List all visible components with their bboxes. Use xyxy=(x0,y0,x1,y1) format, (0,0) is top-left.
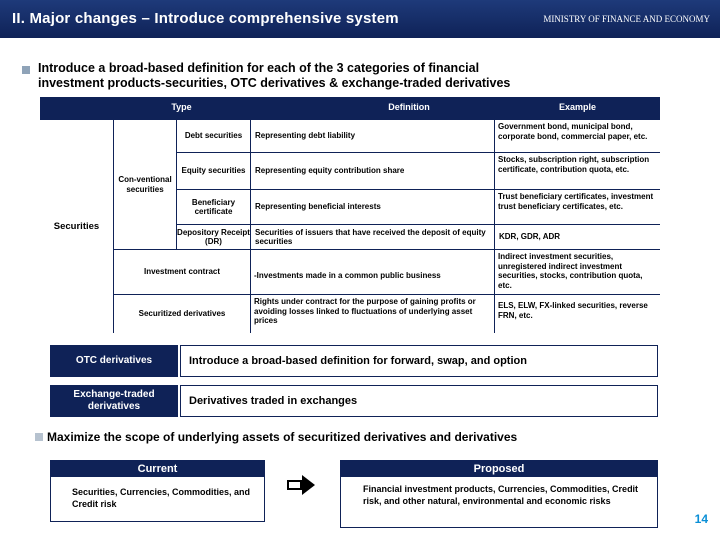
example-beneficiary: Trust beneficiary certificates, investment trust beneficiary certificates, etc. xyxy=(495,190,660,224)
definition-line: -Investments made in a common public business xyxy=(254,271,441,280)
type-depository-receipt: Depository Receipt (DR) xyxy=(177,225,250,249)
example-securitized: ELS, ELW, FX-linked securities, reverse FRN, etc. xyxy=(495,295,660,333)
securities-table xyxy=(40,97,660,333)
example-equity: Stocks, subscription right, subscription certificate, contribution quota, etc. xyxy=(495,153,660,189)
ministry-label: MINISTRY OF FINANCE AND ECONOMY xyxy=(543,14,710,24)
definition-beneficiary: Representing beneficial interests xyxy=(251,190,494,224)
example-depository: KDR, GDR, ADR xyxy=(495,225,660,249)
otc-derivatives-label: OTC derivatives xyxy=(50,345,178,377)
definition-securitized: Rights under contract for the purpose of gaining profits or avoiding losses linked to fluctuations of underlying asset prices xyxy=(251,295,494,333)
exchange-traded-text: Derivatives traded in exchanges xyxy=(180,385,658,417)
example-investment-contract: Indirect investment securities, unregistered indirect investment securities, stocks, contribution quota, etc. xyxy=(495,250,660,294)
current-text: Securities, Currencies, Commodities, and Credit risk xyxy=(72,487,251,509)
col-header-type: Type xyxy=(40,97,323,119)
col-header-example: Example xyxy=(495,97,660,119)
definition-debt: Representing debt liability xyxy=(251,120,494,152)
definition-equity: Representing equity contribution share xyxy=(251,153,494,189)
header-bar xyxy=(0,0,720,38)
proposed-text: Financial investment products, Currencies, Commodities, Credit risk, and other natural, environmental and economic risks xyxy=(363,484,639,506)
otc-derivatives-text: Introduce a broad-based definition for forward, swap, and option xyxy=(180,345,658,377)
headline-line-2: investment products-securities, OTC derivatives & exchange-traded derivatives xyxy=(38,76,511,90)
proposed-label: Proposed xyxy=(340,460,658,477)
headline-maximize-scope: Maximize the scope of underlying assets of securitized derivatives and derivatives xyxy=(47,430,518,444)
type-equity-securities: Equity securities xyxy=(177,153,250,189)
securities-label: Securities xyxy=(40,120,113,333)
type-beneficiary-certificate: Beneficiary certificate xyxy=(177,190,250,224)
headline-broad-definition xyxy=(38,61,718,91)
type-debt-securities: Debt securities xyxy=(177,120,250,152)
bullet-square-icon xyxy=(35,433,43,441)
slide-title: II. Major changes – Introduce comprehensive system xyxy=(12,10,399,27)
bullet-square-icon xyxy=(22,66,30,74)
col-header-definition: Definition xyxy=(324,97,494,119)
type-securitized-derivatives: Securitized derivatives xyxy=(114,295,250,333)
arrow-right-icon xyxy=(287,475,315,495)
headline-line-1: Introduce a broad-based definition for each of the 3 categories of financial xyxy=(38,61,480,75)
example-debt: Government bond, municipal bond, corporate bond, commercial paper, etc. xyxy=(495,120,660,152)
definition-investment-contract xyxy=(251,250,494,294)
type-investment-contract: Investment contract xyxy=(114,250,250,294)
page-number: 14 xyxy=(694,512,708,526)
conventional-securities-label: Con-ventional securities xyxy=(114,120,176,249)
definition-depository: Securities of issuers that have received the deposit of equity securities xyxy=(251,225,494,249)
current-label: Current xyxy=(50,460,265,477)
exchange-traded-label: Exchange-traded derivatives xyxy=(50,385,178,417)
